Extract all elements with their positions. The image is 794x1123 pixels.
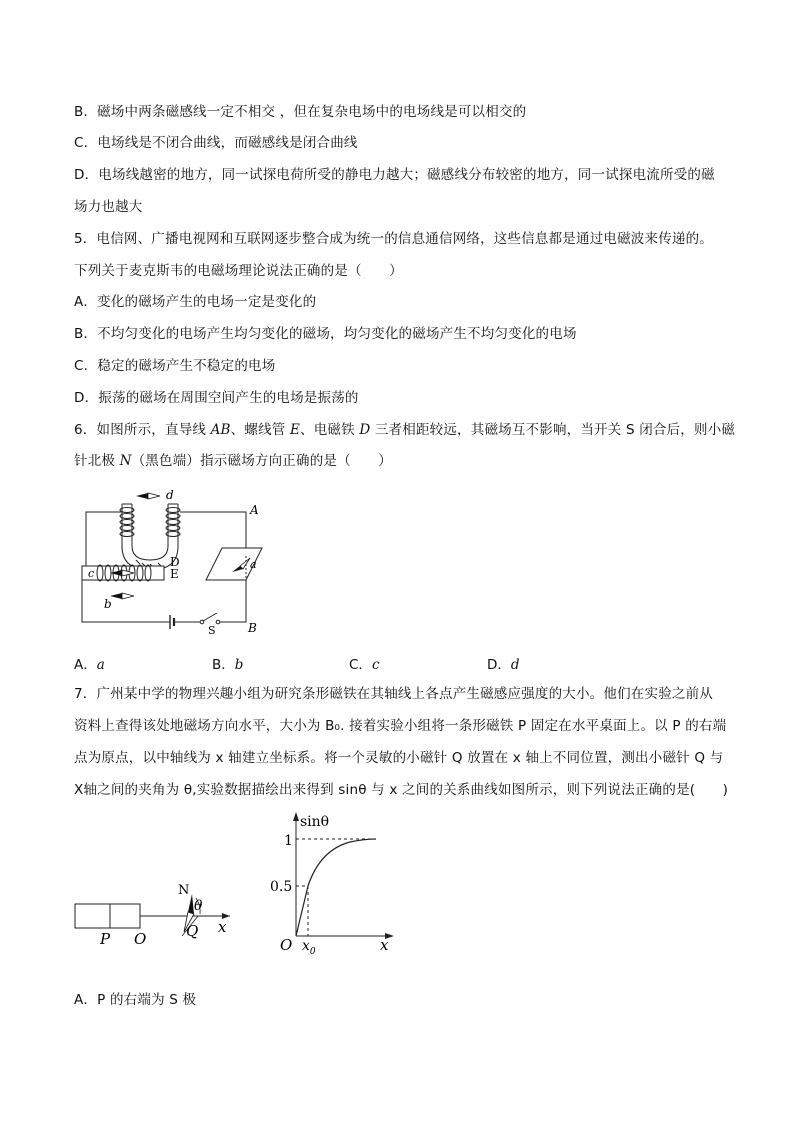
q6-label-D: D <box>170 555 180 569</box>
q6-circuit-figure <box>70 484 270 636</box>
q4-option-d-line1: D．电场线越密的地方，同一试探电荷所受的静电力越大；磁感线分布较密的地方，同一试探电流所受的磁 <box>74 167 715 183</box>
q7-stem-line3: 点为原点，以中轴线为 x 轴建立坐标系。将一个灵敏的小磁针 Q 放置在 x 轴上不同位置，测出小磁针 Q 与 <box>74 750 724 766</box>
q5-option-b: B．不均匀变化的电场产生均匀变化的磁场，均匀变化的磁场产生不均匀变化的电场 <box>74 326 577 342</box>
q5-option-d: D．振荡的磁场在周围空间产生的电场是振荡的 <box>74 390 359 406</box>
q5-option-c: C．稳定的磁场产生不稳定的电场 <box>74 358 276 374</box>
q7-label-Q: Q <box>186 922 199 940</box>
q7-graph-tick-1: 1 <box>284 833 293 849</box>
q6-stem-line2: 针北极 N（黑色端）指示磁场方向正确的是（ ） <box>74 453 392 469</box>
q6-option-a: A．a <box>74 657 105 673</box>
q7-graph-origin: O <box>280 936 293 954</box>
q7-magnet-figure <box>70 880 250 952</box>
q6-label-S: S <box>208 624 216 636</box>
q7-stem-line1: 7．广州某中学的物理兴趣小组为研究条形磁铁在其轴线上各点产生磁感应强度的大小。他们在实验之前从 <box>74 686 713 702</box>
q7-stem-line2: 资料上查得该处地磁场方向水平，大小为 B₀. 接着实验小组将一条形磁铁 P 固定在水平桌面上。以 P 的右端 <box>74 718 727 734</box>
q6-label-A: A <box>250 503 259 517</box>
q7-graph-xlabel: x <box>380 936 389 954</box>
q4-option-d-line2: 场力也越大 <box>74 199 143 215</box>
q6-label-d: d <box>166 488 174 502</box>
q6-option-d: D．d <box>487 657 520 673</box>
q6-option-c: C．c <box>349 657 380 673</box>
q4-option-b: B．磁场中两条磁感线一定不相交 ，但在复杂电场中的电场线是可以相交的 <box>74 104 527 120</box>
q7-graph-ylabel: sinθ <box>300 814 330 830</box>
q5-stem-line2: 下列关于麦克斯韦的电磁场理论说法正确的是（ ） <box>74 263 403 279</box>
q7-sin-graph <box>270 808 400 954</box>
q6-option-b: B．b <box>212 657 244 673</box>
q7-graph-tick-05: 0.5 <box>270 879 293 895</box>
q7-label-P: P <box>100 930 111 948</box>
q6-label-E: E <box>170 567 179 581</box>
q4-option-c: C．电场线是不闭合曲线，而磁感线是闭合曲线 <box>74 135 358 151</box>
q6-stem-line1: 6．如图所示，直导线 AB、螺线管 E、电磁铁 D 三者相距较远，其磁场互不影响，当开关 S 闭合后，则小磁 <box>74 422 736 438</box>
q7-label-O: O <box>134 930 147 948</box>
q7-graph-x0: $x_0$ <box>302 938 316 954</box>
q7-stem-line4: X轴之间的夹角为 θ,实验数据描绘出来得到 sinθ 与 x 之间的关系曲线如图所示，则下列说法正确的是( ) <box>74 782 729 798</box>
q5-stem-line1: 5．电信网、广播电视网和互联网逐步整合成为统一的信息通信网络，这些信息都是通过电磁波来传递的。 <box>74 231 713 247</box>
q5-option-a: A．变化的磁场产生的电场一定是变化的 <box>74 294 317 310</box>
q7-label-x: x <box>218 918 227 936</box>
q6-label-c: c <box>88 567 95 580</box>
q6-label-b: b <box>104 597 112 611</box>
q7-label-theta: θ <box>194 898 203 914</box>
q7-option-a: A．P 的右端为 S 极 <box>74 992 197 1008</box>
q6-label-a: a <box>250 558 257 571</box>
q6-label-B: B <box>248 621 257 635</box>
q7-label-N: N <box>178 883 190 898</box>
